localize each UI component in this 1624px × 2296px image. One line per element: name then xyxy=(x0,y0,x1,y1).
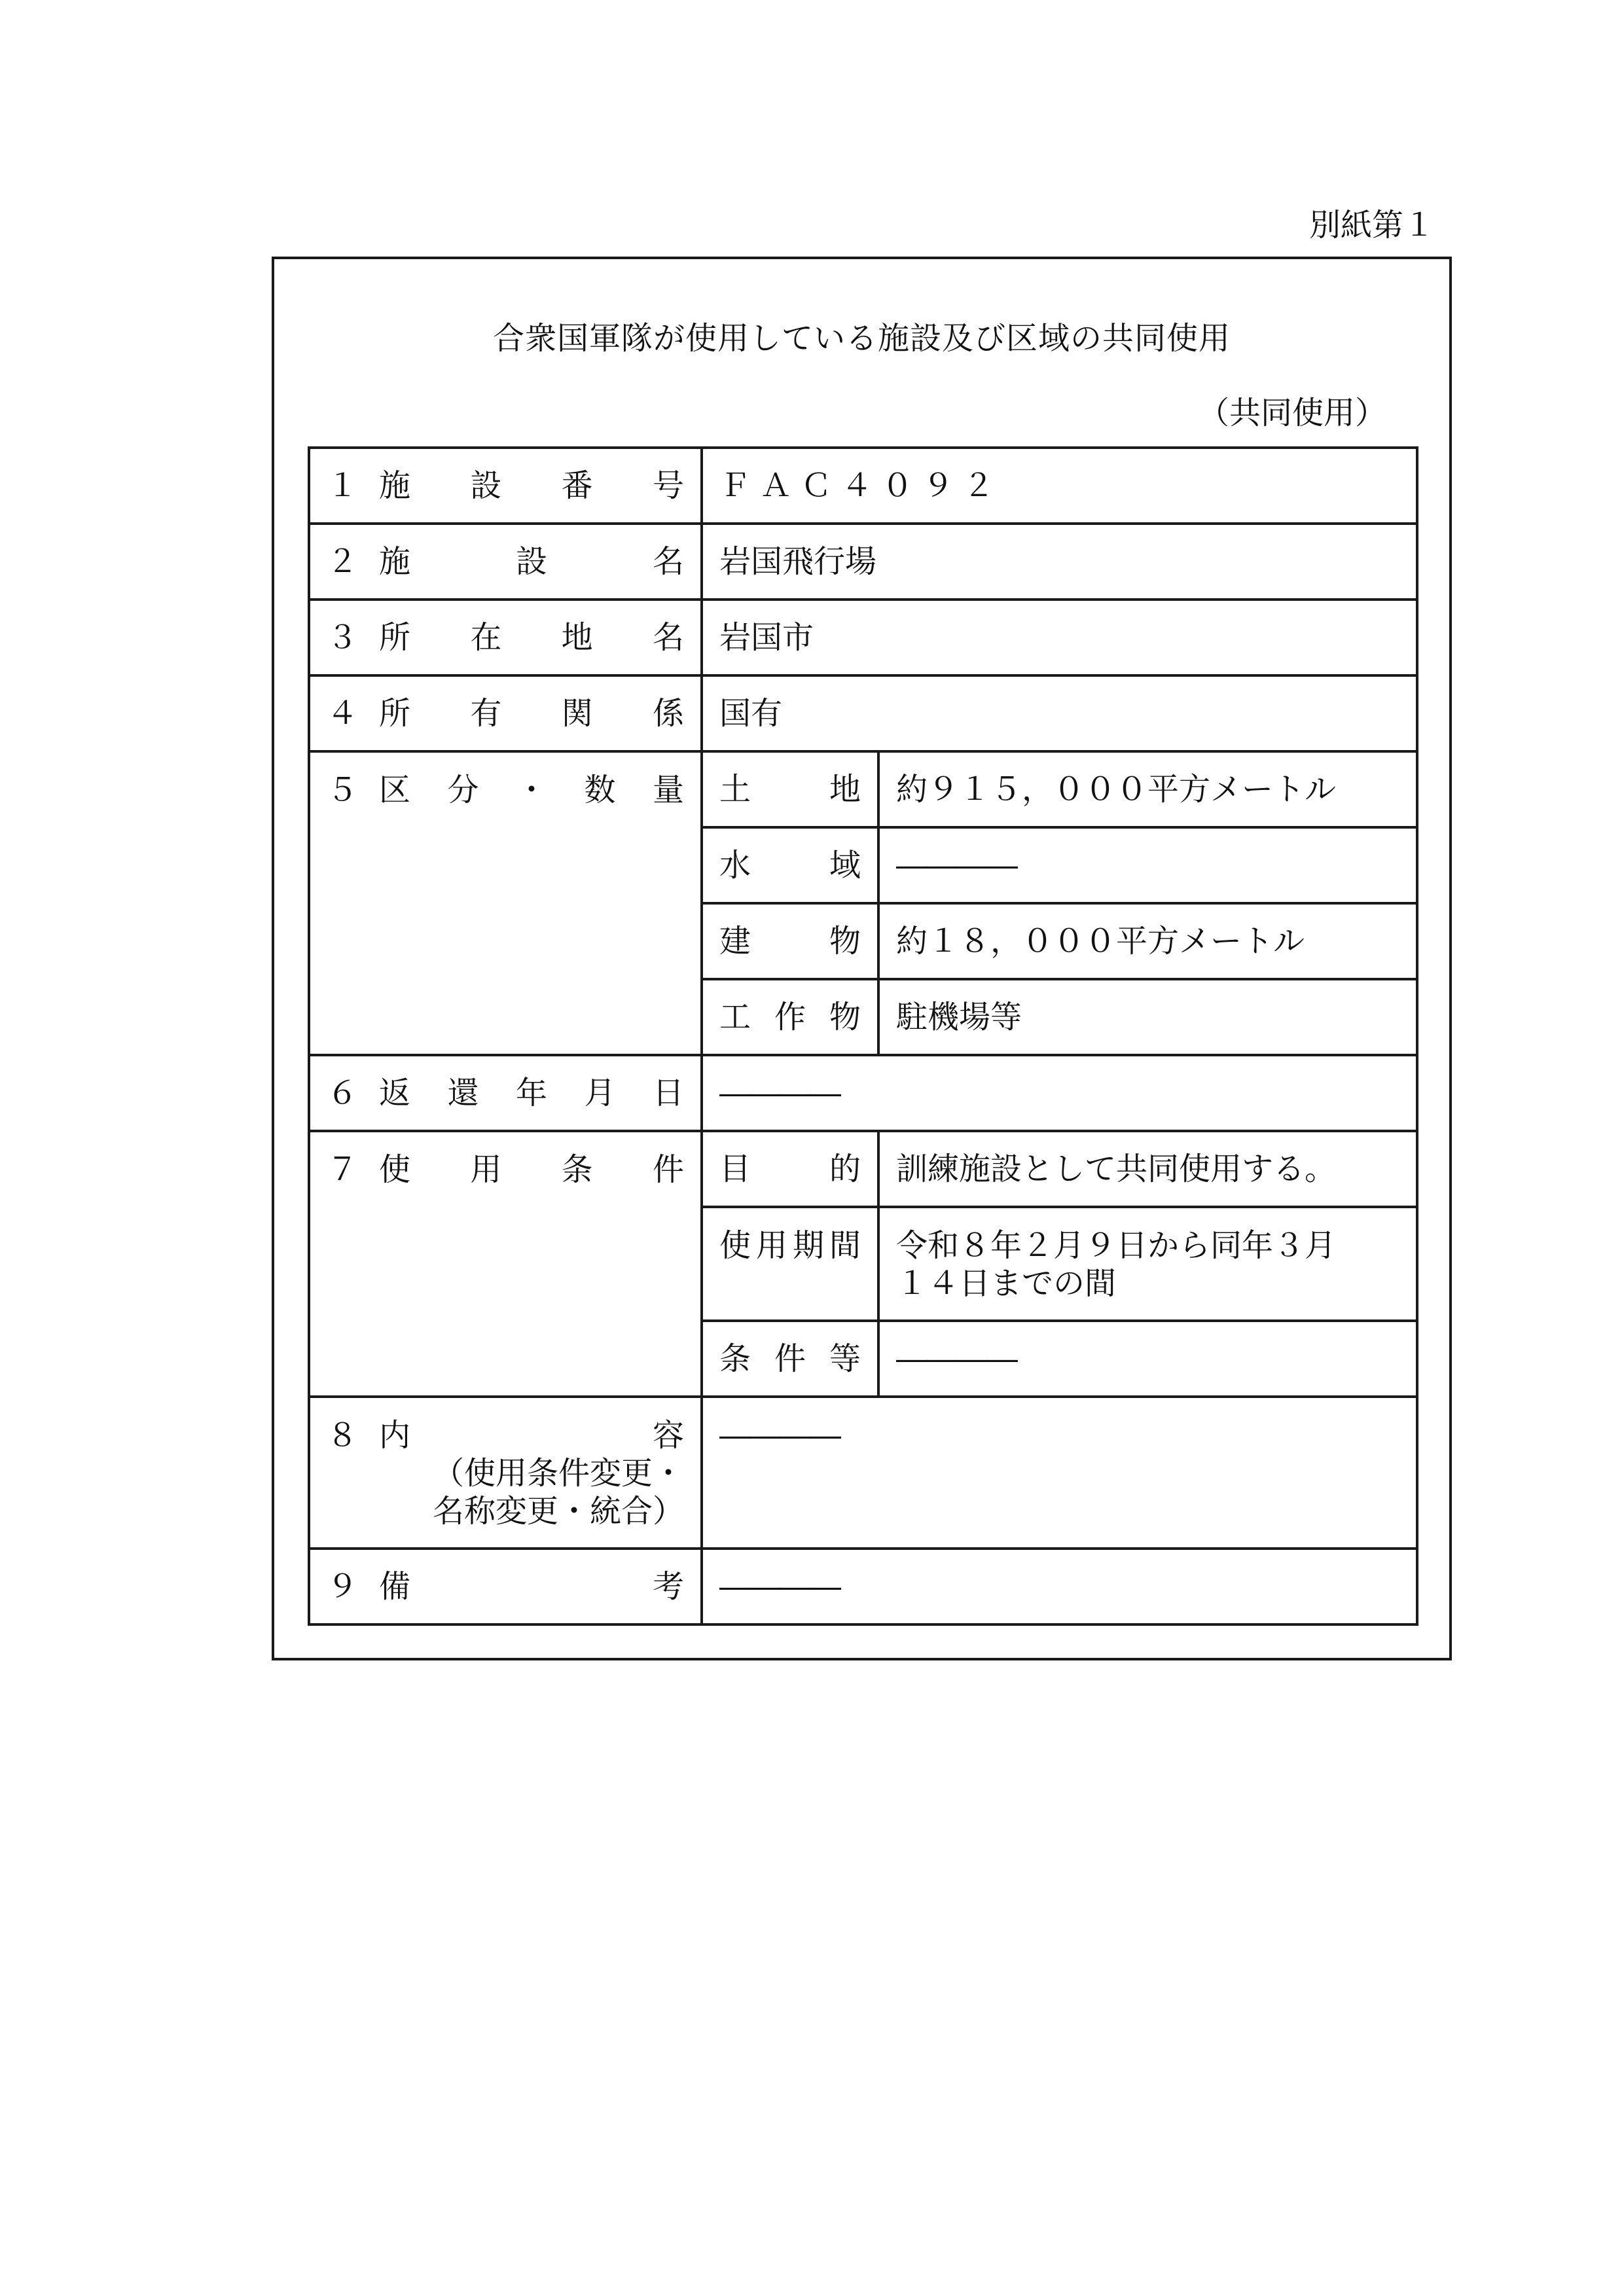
label-cell xyxy=(309,1549,702,1624)
label-char: 有 xyxy=(470,695,502,732)
attachment-label: 別紙第１ xyxy=(1309,207,1435,243)
sub-label-cell xyxy=(702,751,878,827)
label-char: 備 xyxy=(379,1568,411,1605)
label-cell xyxy=(309,675,702,751)
label-char: 容 xyxy=(652,1417,684,1454)
row-facility-number xyxy=(309,448,1417,524)
row-number: １ xyxy=(327,467,359,504)
label-char: 日 xyxy=(652,1075,684,1111)
facility-name-value: 岩国飛行場 xyxy=(702,524,1417,600)
label-char: 条 xyxy=(561,1151,593,1188)
location-value: 岩国市 xyxy=(702,600,1417,675)
label-char: 件 xyxy=(774,1340,806,1377)
sub-label-cell xyxy=(702,1131,878,1207)
facility-number-value: ＦＡＣ４０９２ xyxy=(702,448,1417,524)
label-char: 作 xyxy=(774,999,806,1035)
label-char: 名 xyxy=(652,619,684,656)
label-char: 的 xyxy=(829,1151,861,1187)
return-date-value: ―――― xyxy=(702,1055,1417,1131)
label-char: 工 xyxy=(719,999,751,1035)
row-number: ７ xyxy=(327,1151,359,1188)
label-cell xyxy=(309,448,702,524)
label-char: 番 xyxy=(561,467,593,504)
label-char: 所 xyxy=(379,619,411,656)
facility-info-table xyxy=(308,446,1418,1626)
label-cell xyxy=(309,751,702,1055)
label-char: 関 xyxy=(561,695,593,732)
label-char: 域 xyxy=(829,847,861,884)
ownership-value: 国有 xyxy=(702,675,1417,751)
label-char: 期 xyxy=(792,1227,824,1264)
label-cell xyxy=(309,600,702,675)
usage-period-value xyxy=(878,1207,1417,1321)
row-number: ８ xyxy=(327,1417,359,1454)
label-char: 分 xyxy=(447,772,479,808)
label-char: 号 xyxy=(652,467,684,504)
label-char: 施 xyxy=(379,543,411,580)
row-number: ５ xyxy=(327,772,359,808)
sub-label-cell xyxy=(702,1207,878,1321)
label-char: 年 xyxy=(515,1075,547,1111)
label-char: 水 xyxy=(719,847,751,884)
label-char: 数 xyxy=(584,772,616,808)
label-char: 月 xyxy=(584,1075,616,1111)
label-char: ・ xyxy=(515,772,547,808)
label-char: 在 xyxy=(470,619,502,656)
label-char: 地 xyxy=(561,619,593,656)
label-char: 使 xyxy=(379,1151,411,1188)
label-char: 用 xyxy=(470,1151,502,1188)
label-char: 量 xyxy=(652,772,684,808)
label-char: 物 xyxy=(829,999,861,1035)
sub-label-cell xyxy=(702,827,878,903)
label-char: 還 xyxy=(447,1075,479,1111)
row-number: ２ xyxy=(327,543,359,580)
land-area-value: 約９１５，０００平方メートル xyxy=(878,751,1417,827)
building-area-value: 約１８，０００平方メートル xyxy=(878,903,1417,979)
row-classification-land xyxy=(309,751,1417,827)
row-number: ３ xyxy=(327,619,359,656)
label-cell xyxy=(309,1131,702,1397)
row-return-date xyxy=(309,1055,1417,1131)
row-ownership xyxy=(309,675,1417,751)
usage-period-line: 令和８年２月９日から同年３月 xyxy=(896,1227,1337,1264)
row-number: ６ xyxy=(327,1075,359,1111)
label-char: 設 xyxy=(470,467,502,504)
label-char: 件 xyxy=(652,1151,684,1188)
label-cell xyxy=(309,1397,702,1549)
remarks-value: ―――― xyxy=(702,1549,1417,1624)
label-char: 係 xyxy=(652,695,684,732)
label-char: 間 xyxy=(829,1227,861,1264)
label-char: 考 xyxy=(652,1568,684,1605)
label-char: 土 xyxy=(719,771,751,808)
label-char: 地 xyxy=(829,771,861,808)
sub-label-cell xyxy=(702,1321,878,1397)
label-char: 施 xyxy=(379,467,411,504)
sub-label-cell xyxy=(702,979,878,1055)
label-char: 条 xyxy=(719,1340,751,1377)
label-char: 目 xyxy=(719,1151,751,1187)
water-area-value: ―――― xyxy=(878,827,1417,903)
label-char: 用 xyxy=(755,1227,787,1264)
label-char: 等 xyxy=(829,1340,861,1377)
row-number: ９ xyxy=(327,1568,359,1605)
label-char: 物 xyxy=(829,923,861,960)
purpose-value: 訓練施設として共同使用する。 xyxy=(878,1131,1417,1207)
label-char: 名 xyxy=(652,543,684,580)
row-location xyxy=(309,600,1417,675)
row-number: ４ xyxy=(327,695,359,732)
label-cell xyxy=(309,524,702,600)
row-remarks xyxy=(309,1549,1417,1624)
label-char: 建 xyxy=(719,923,751,960)
terms-value: ―――― xyxy=(878,1321,1417,1397)
document-subtitle: （共同使用） xyxy=(1198,395,1387,431)
label-char: 所 xyxy=(379,695,411,732)
label-cell xyxy=(309,1055,702,1131)
label-char: 区 xyxy=(379,772,411,808)
row-conditions-purpose xyxy=(309,1131,1417,1207)
sub-label-cell xyxy=(702,903,878,979)
structure-value: 駐機場等 xyxy=(878,979,1417,1055)
content-note-line: 名称変更・統合） xyxy=(432,1493,684,1530)
row-content xyxy=(309,1397,1417,1549)
label-char: 内 xyxy=(379,1417,411,1454)
row-facility-name xyxy=(309,524,1417,600)
label-char: 設 xyxy=(515,543,547,580)
content-note-line: （使用条件変更・ xyxy=(432,1455,684,1492)
document-title: 合衆国軍隊が使用している施設及び区域の共同使用 xyxy=(492,320,1231,357)
content-value: ―――― xyxy=(702,1397,1417,1549)
usage-period-line: １４日までの間 xyxy=(896,1265,1117,1302)
label-char: 使 xyxy=(719,1227,751,1264)
label-char: 返 xyxy=(379,1075,411,1111)
